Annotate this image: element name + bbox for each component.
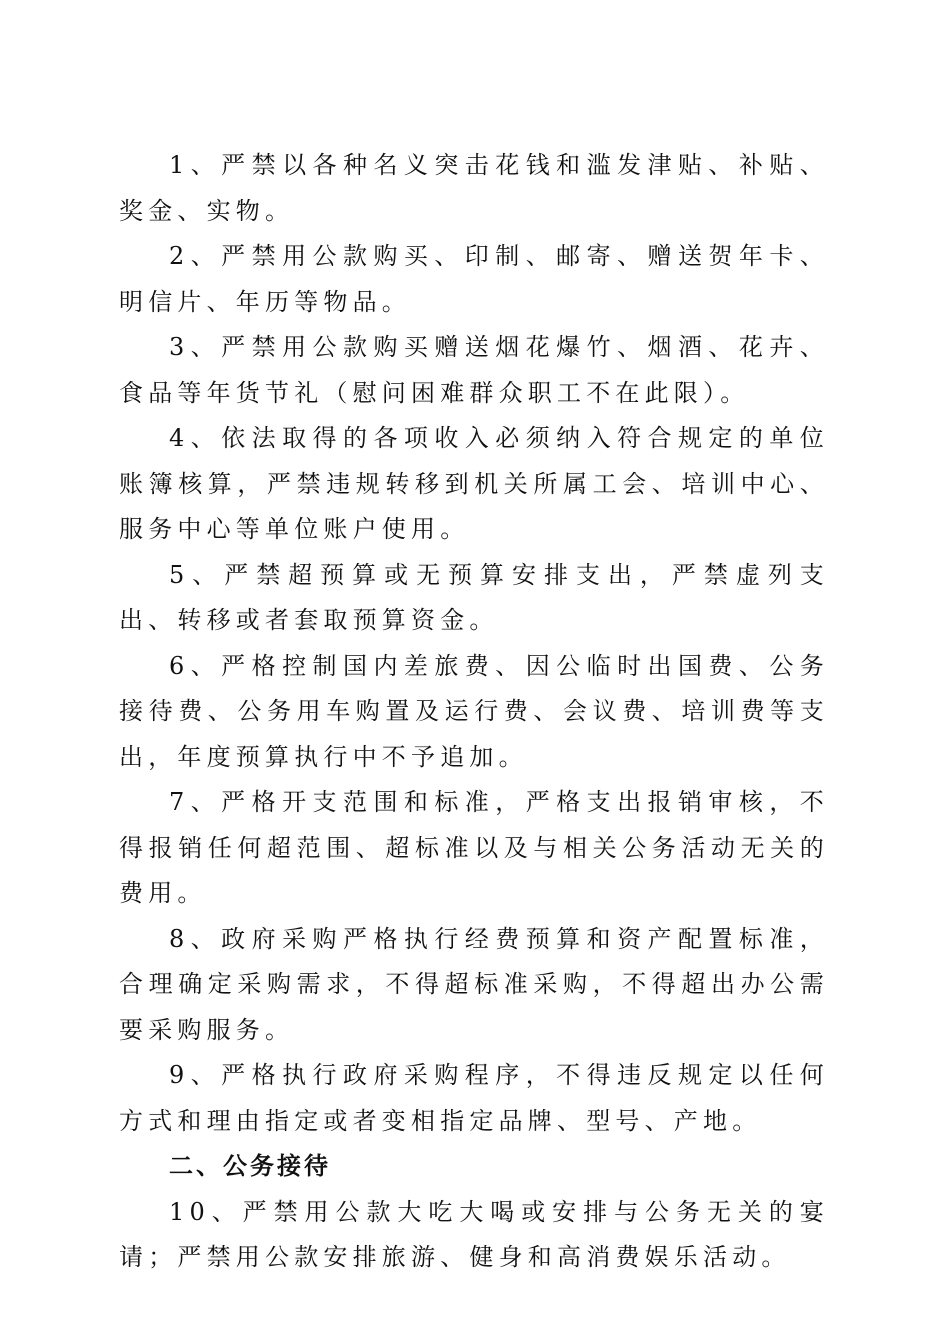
rule-item-3: 3、严禁用公款购买赠送烟花爆竹、烟酒、花卉、食品等年货节礼（慰问困难群众职工不在此限）。	[119, 333, 829, 407]
rule-item-5: 5、严禁超预算或无预算安排支出，严禁虚列支出、转移或者套取预算资金。	[119, 560, 829, 634]
rule-item-7: 7、严格开支范围和标准，严格支出报销审核，不得报销任何超范围、超标准以及与相关公务活动无关的费用。	[119, 788, 829, 907]
rule-item-9: 9、严格执行政府采购程序，不得违反规定以任何方式和理由指定或者变相指定品牌、型号、产地。	[119, 1061, 829, 1135]
rule-item-6: 6、严格控制国内差旅费、因公临时出国费、公务接待费、公务用车购置及运行费、会议费、培训费等支出，年度预算执行中不予追加。	[119, 651, 829, 771]
rule-item-4: 4、依法取得的各项收入必须纳入符合规定的单位账簿核算，严禁违规转移到机关所属工会、培训中心、服务中心等单位账户使用。	[119, 424, 829, 543]
document-body	[119, 143, 829, 1281]
rule-item-8: 8、政府采购严格执行经费预算和资产配置标准，合理确定采购需求，不得超标准采购，不得超出办公需要采购服务。	[119, 924, 829, 1044]
section-heading: 二、公务接待	[169, 1152, 331, 1180]
rule-item-1: 1、严禁以各种名义突击花钱和滥发津贴、补贴、奖金、实物。	[119, 151, 829, 225]
rule-item-2: 2、严禁用公款购买、印制、邮寄、赠送贺年卡、明信片、年历等物品。	[119, 242, 829, 316]
rule-item-10: 10、严禁用公款大吃大喝或安排与公务无关的宴请；严禁用公款安排旅游、健身和高消费娱乐活动。	[119, 1197, 829, 1271]
